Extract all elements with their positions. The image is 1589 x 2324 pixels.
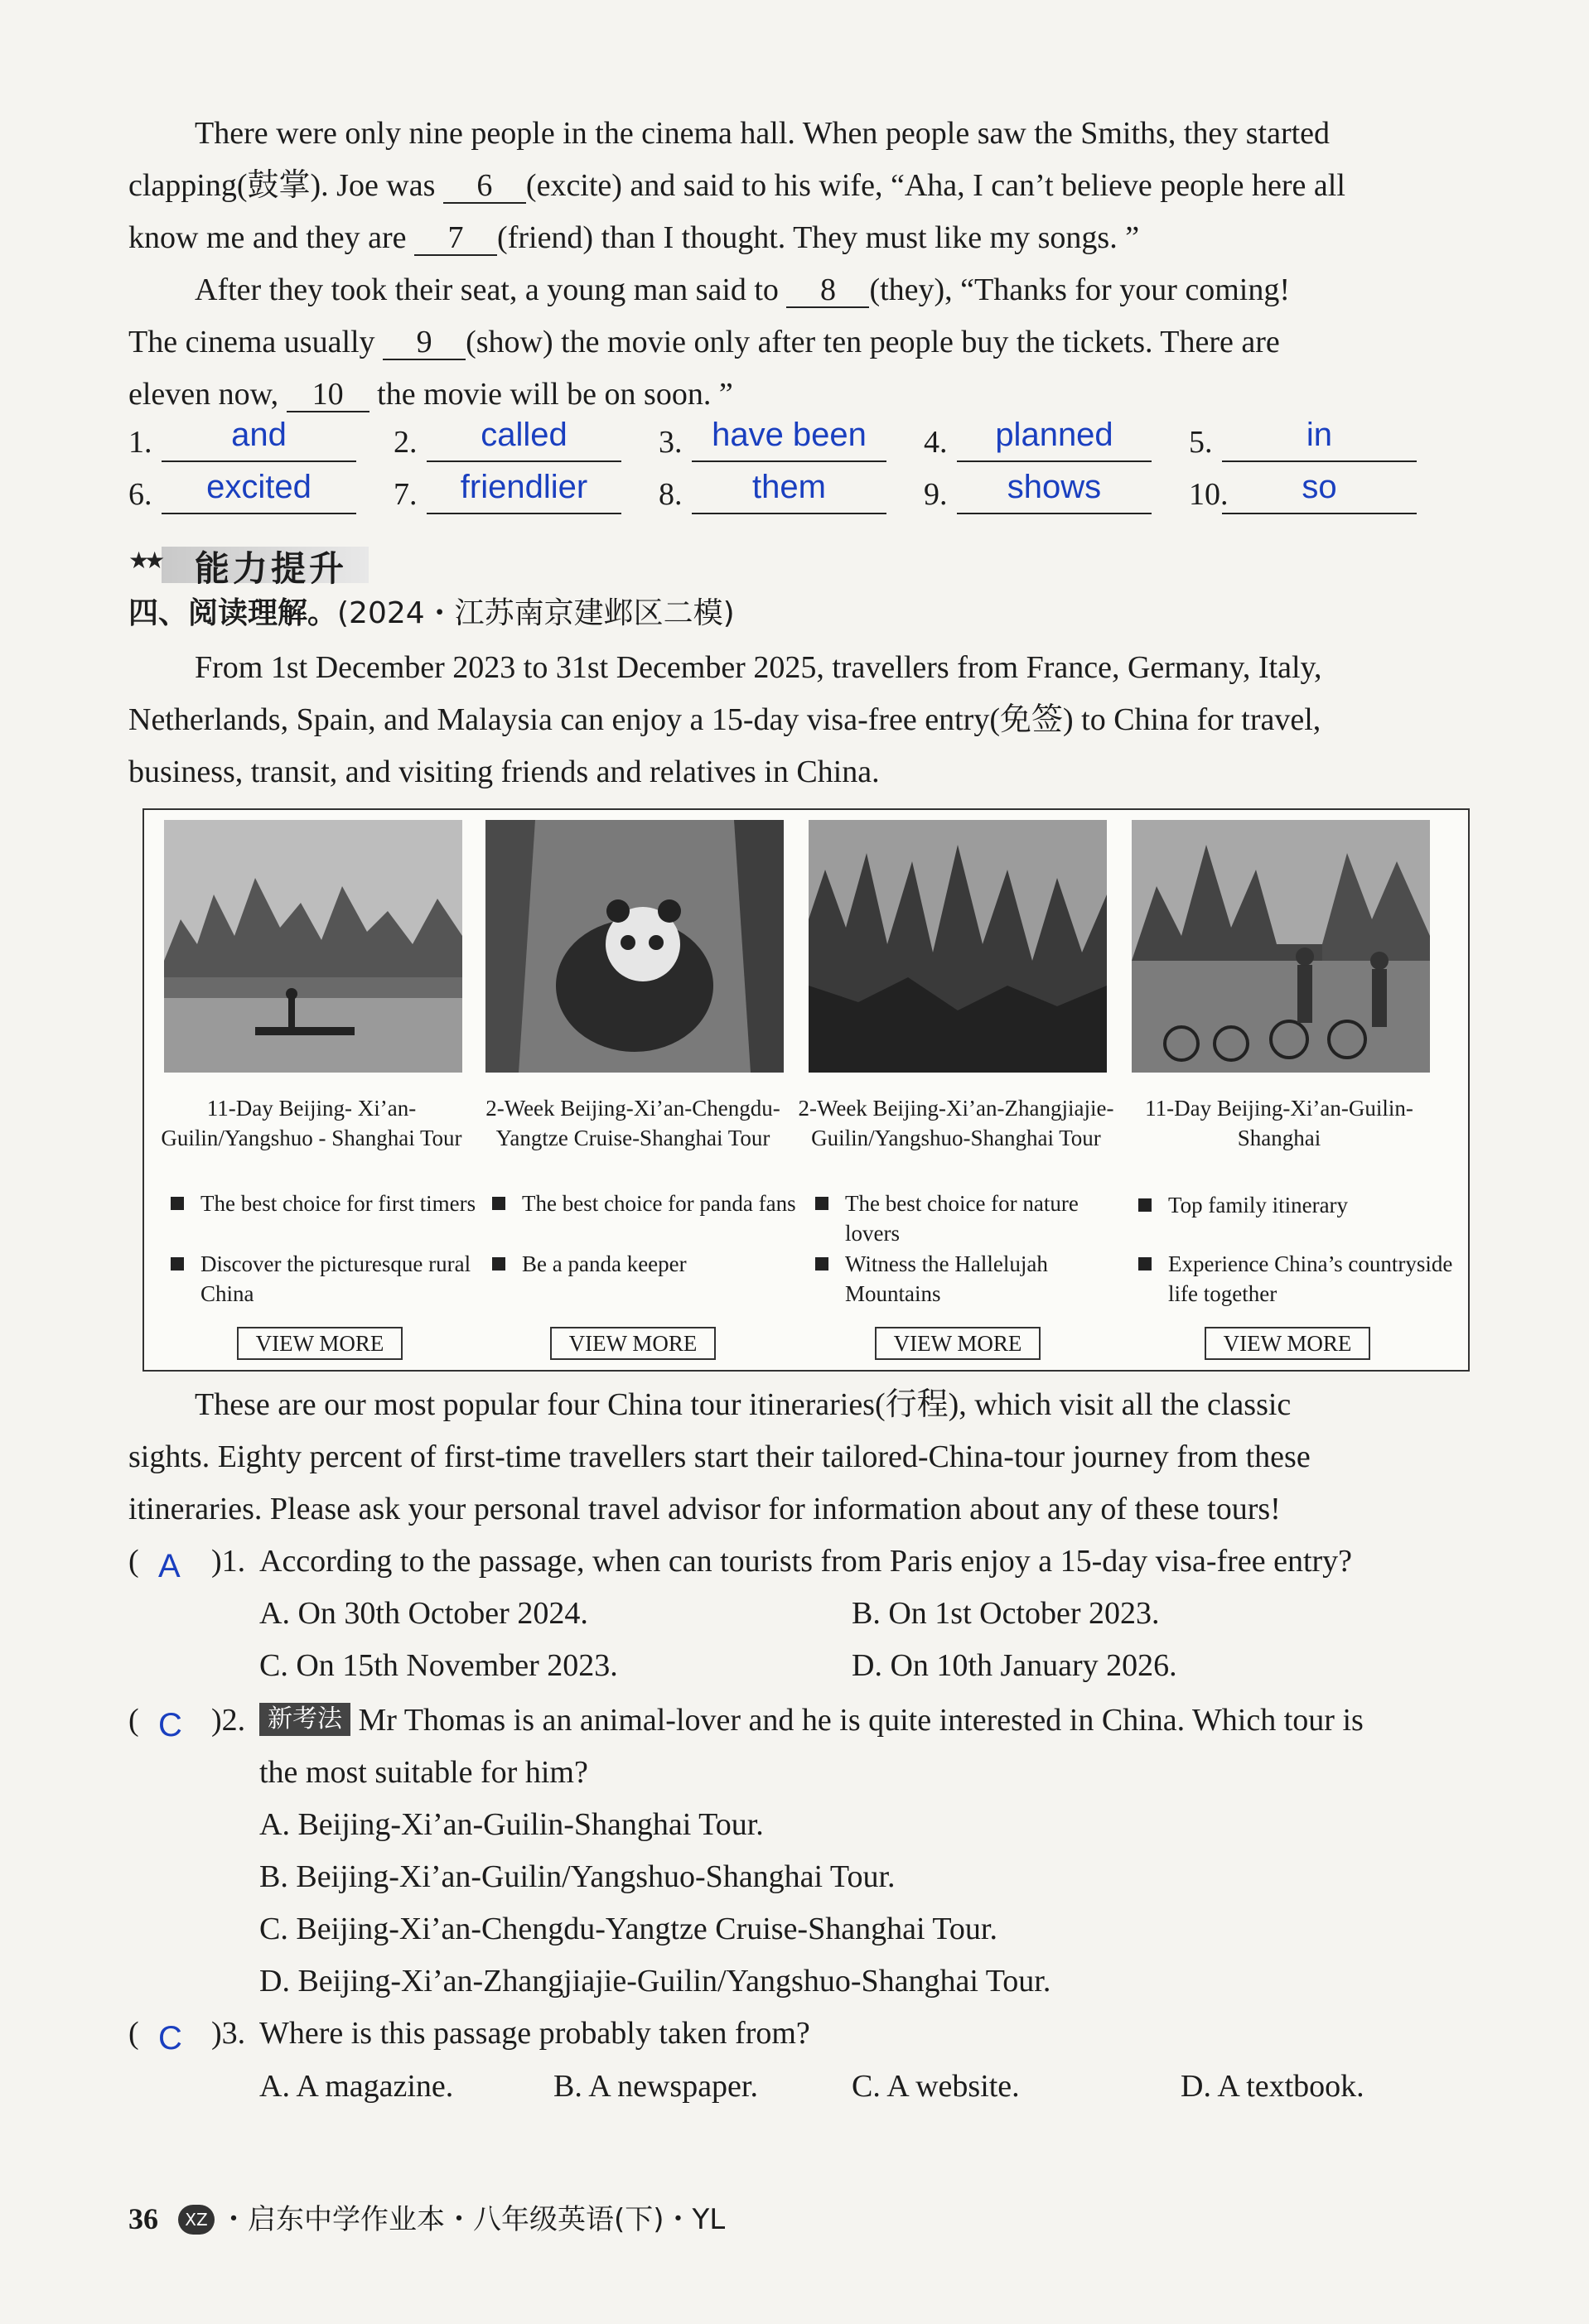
tour-title: 11-Day Beijing-Xi’an-Guilin-Shanghai	[1145, 1096, 1413, 1150]
answer-text: have been	[692, 411, 886, 462]
passage-line-1: There were only nine people in the cinema hall. When people saw the Smiths, they started	[195, 116, 1331, 151]
blank-9: 9	[383, 325, 466, 360]
tour-bullet: Discover the picturesque rural China	[171, 1249, 490, 1309]
tour-bullet: The best choice for first timers	[171, 1189, 490, 1218]
photo-li-river	[164, 820, 462, 1073]
view-more-button[interactable]: VIEW MORE	[237, 1327, 403, 1360]
intro-line-2: Netherlands, Spain, and Malaysia can enjoy a 15-day visa-free entry(免签) to China for travel,	[128, 702, 1321, 737]
passage-line-6: eleven now, 10 the movie will be on soon. ”	[128, 377, 733, 412]
blank-6: 6	[443, 169, 526, 204]
blank-7: 7	[414, 221, 497, 256]
outro-line-3: itineraries. Please ask your personal travel advisor for information about any of these tours!	[128, 1492, 1281, 1526]
tour-bullet: The best choice for nature lovers	[815, 1189, 1135, 1248]
bullet-icon	[171, 1257, 184, 1270]
answer-text: planned	[957, 411, 1152, 462]
answer-text: and	[162, 411, 356, 462]
option-b: B. A newspaper.	[553, 2069, 758, 2104]
tour-title: 2-Week Beijing-Xi’an-Chengdu-Yangtze Cruise-Shanghai Tour	[485, 1096, 780, 1150]
view-more-button[interactable]: VIEW MORE	[875, 1327, 1041, 1360]
publisher-logo-icon: XZ	[178, 2205, 215, 2235]
answer-mark: C	[158, 2020, 182, 2056]
tour-bullet: The best choice for panda fans	[492, 1189, 812, 1218]
bullet-icon	[1138, 1198, 1152, 1212]
tour-bullet: Experience China’s countryside life together	[1138, 1249, 1458, 1309]
option-c: C. On 15th November 2023.	[259, 1648, 618, 1683]
answer-text: shows	[957, 463, 1152, 514]
question-1: ( A )1. According to the passage, when can tourists from Paris enjoy a 15-day visa-free entry?	[128, 1536, 1487, 1587]
blank-10: 10	[287, 378, 369, 412]
photo-panda	[485, 820, 784, 1073]
reading-section-title: 四、阅读理解。(2024・江苏南京建邺区二模)	[128, 596, 735, 630]
tour-bullet: Witness the Hallelujah Mountains	[815, 1249, 1135, 1309]
intro-line-1: From 1st December 2023 to 31st December 2025, travellers from France, Germany, Italy,	[195, 650, 1322, 685]
view-more-button[interactable]: VIEW MORE	[550, 1327, 716, 1360]
answer-mark: C	[158, 1707, 182, 1743]
answer-text: called	[427, 411, 621, 462]
option-d: D. On 10th January 2026.	[852, 1648, 1177, 1683]
question-2: ( C )2. 新考法 Mr Thomas is an animal-lover and he is quite interested in China. Which tour is the most suitable for him?	[128, 1695, 1487, 1799]
option-b: B. Beijing-Xi’an-Guilin/Yangshuo-Shanghai Tour.	[259, 1859, 896, 1894]
page-number: 36	[128, 2202, 158, 2235]
new-method-badge: 新考法	[259, 1703, 350, 1736]
bullet-icon	[1138, 1257, 1152, 1270]
tour-title: 11-Day Beijing- Xi’an-Guilin/Yangshuo - Shanghai Tour	[161, 1096, 462, 1150]
tour-bullet: Be a panda keeper	[492, 1249, 812, 1279]
option-b: B. On 1st October 2023.	[852, 1596, 1160, 1631]
answer-text: excited	[162, 463, 356, 514]
answer-text: so	[1222, 463, 1417, 514]
blank-8: 8	[786, 273, 869, 308]
tour-bullet: Top family itinerary	[1138, 1190, 1458, 1220]
option-a: A. On 30th October 2024.	[259, 1596, 588, 1631]
answer-text: in	[1222, 411, 1417, 462]
outro-line-2: sights. Eighty percent of first-time travellers start their tailored-China-tour journey from these	[128, 1439, 1311, 1474]
passage-line-3: know me and they are 7 (friend) than I thought. They must like my songs. ”	[128, 220, 1140, 255]
bullet-icon	[171, 1197, 184, 1210]
tour-card	[1122, 820, 1453, 1358]
passage-line-4: After they took their seat, a young man said to 8 (they), “Thanks for your coming!	[195, 272, 1291, 307]
tour-card	[154, 820, 476, 1358]
option-d: D. A textbook.	[1181, 2069, 1364, 2104]
bullet-icon	[492, 1197, 505, 1210]
tour-title: 2-Week Beijing-Xi’an-Zhangjiajie-Guilin/Yangshuo-Shanghai Tour	[798, 1096, 1114, 1150]
view-more-button[interactable]: VIEW MORE	[1205, 1327, 1370, 1360]
tour-figure	[142, 808, 1470, 1372]
stars-icon: ★★	[128, 548, 161, 574]
passage-line-5: The cinema usually 9 (show) the movie only after ten people buy the tickets. There are	[128, 325, 1280, 359]
tour-card	[799, 820, 1113, 1358]
option-c: C. Beijing-Xi’an-Chengdu-Yangtze Cruise-Shanghai Tour.	[259, 1912, 997, 1946]
answer-row-1: 1. and 2. called 3. have been 4. planned 5. in	[128, 416, 1487, 465]
bullet-icon	[815, 1197, 828, 1210]
answer-row-2: 6. excited 7. friendlier 8. them 9. shows 10. so	[128, 468, 1487, 518]
option-d: D. Beijing-Xi’an-Zhangjiajie-Guilin/Yangshuo-Shanghai Tour.	[259, 1964, 1051, 1999]
question-3: ( C )3. Where is this passage probably taken from?	[128, 2008, 1487, 2059]
photo-mountains	[809, 820, 1107, 1073]
photo-cycling-family	[1132, 820, 1430, 1073]
book-title: ・启东中学作业本・八年级英语(下)・YL	[220, 2203, 726, 2236]
answer-text: friendlier	[427, 463, 621, 514]
answer-text: them	[692, 463, 886, 514]
answer-mark: A	[158, 1548, 181, 1584]
passage-line-2: clapping(鼓掌). Joe was 6 (excite) and said to his wife, “Aha, I can’t believe people here all	[128, 168, 1345, 203]
option-c: C. A website.	[852, 2069, 1020, 2104]
outro-line-1: These are our most popular four China tour itineraries(行程), which visit all the classic	[195, 1387, 1292, 1422]
option-a: A. Beijing-Xi’an-Guilin-Shanghai Tour.	[259, 1807, 764, 1842]
tour-card	[476, 820, 796, 1358]
option-a: A. A magazine.	[259, 2069, 454, 2104]
page-footer	[128, 2196, 725, 2237]
bullet-icon	[492, 1257, 505, 1270]
intro-line-3: business, transit, and visiting friends and relatives in China.	[128, 755, 880, 789]
section-heading: ★★ 能力提升	[128, 538, 377, 586]
bullet-icon	[815, 1257, 828, 1270]
